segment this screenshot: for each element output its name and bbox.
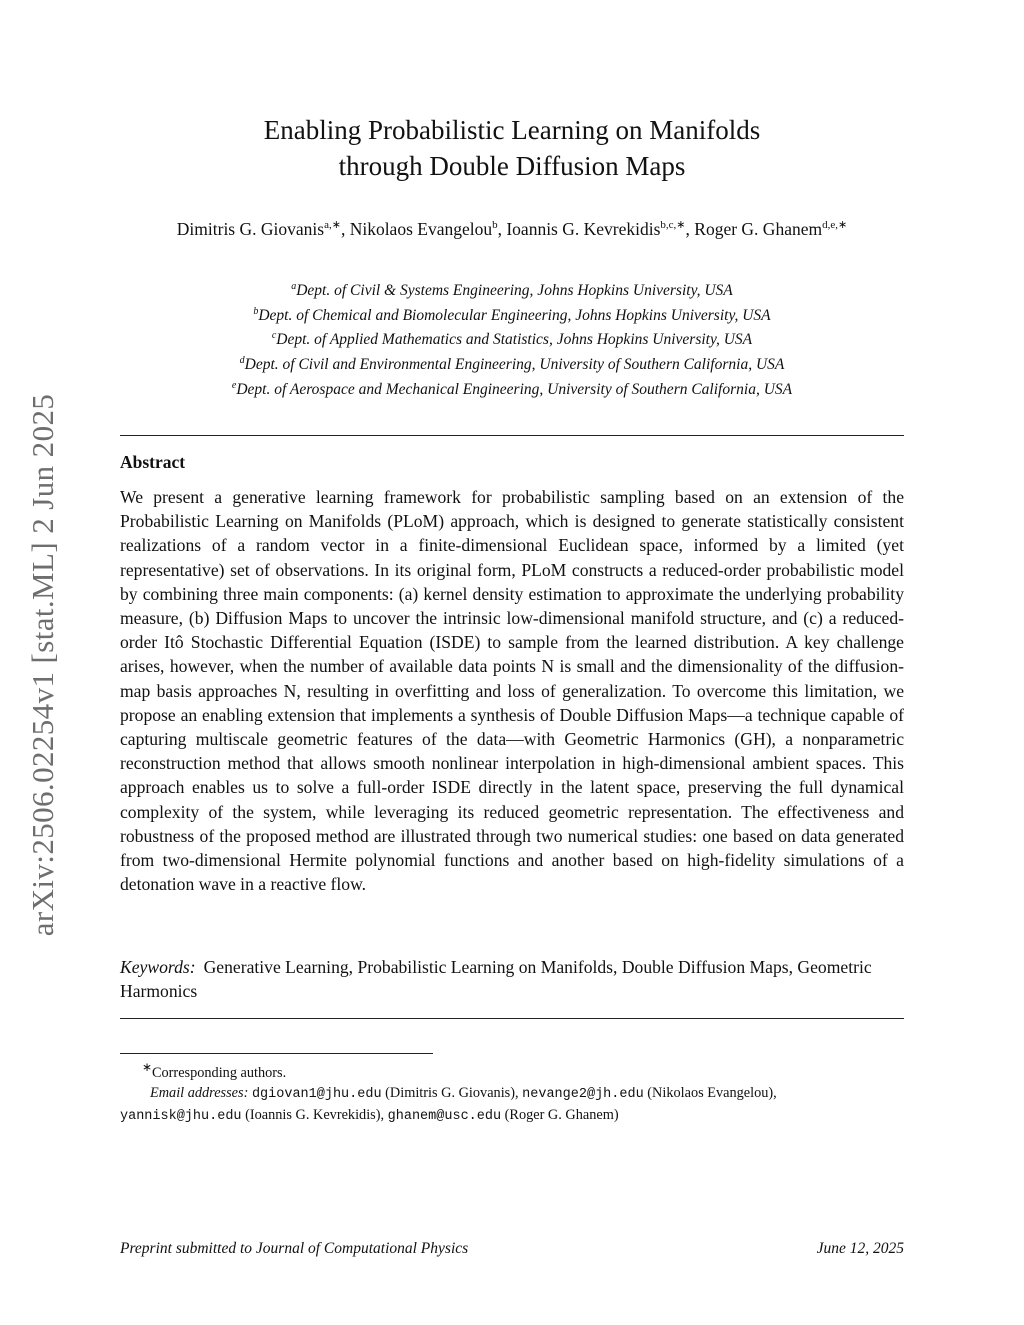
email-separator: , [515,1084,523,1101]
author [506,219,694,239]
arxiv-identifier-stamp[interactable]: arXiv:2506.02254v1 [stat.ML] 2 Jun 2025 [25,393,60,937]
author-affil-mark: b,c,∗ [660,219,686,231]
footnote-mark: ∗ [142,1060,152,1074]
affiliation-text: Dept. of Aerospace and Mechanical Engineering, University of Southern California, USA [236,380,793,398]
abstract-text: We present a generative learning framework for probabilistic sampling based on an extension of the Probabilistic Learning on Manifolds (PLoM) approach, which is designed to generate statistically consistent realizations of a random vector in a finite-dimensional Euclidean space, informed by a limited (yet representative) set of observations. In its original form, PLoM constructs a reduced-order probabilistic model by combining three main components: (a) kernel density estimation to approximate the underlying probability measure, (b) Diffusion Maps to uncover the intrinsic low-dimensional manifold structure, and (c) a reduced-order Itô Stochastic Differential Equation (ISDE) to sample from the learned distribution. A key challenge arises, however, when the number of available data points N is small and the dimensionality of the diffusion-map basis approaches N, resulting in overfitting and loss of generalization. To overcome this limitation, we propose an enabling extension that implements a synthesis of Double Diffusion Maps—a technique capable of capturing multiscale geometric features of the data—with Geometric Harmonics (GH), a nonparametric reconstruction method that allows smooth nonlinear interpolation in high-dimensional ambient spaces. This approach enables us to solve a full-order ISDE directly in the latent space, preserving the full dynamical complexity of the system, while leveraging its reduced geometric representation. The effectiveness and robustness of the proposed method are illustrated through two numerical studies: one based on data generated from two-dimensional Hermite polynomial functions and another based on high-fidelity simulations of a detonation wave in a reactive flow. [120,487,904,895]
keywords-text: Generative Learning, Probabilistic Learning on Manifolds, Double Diffusion Maps, Geometric Harmonics [120,957,872,1002]
affiliation [120,302,904,327]
affiliation-text: Dept. of Civil & Systems Engineering, Johns Hopkins University, USA [296,282,733,300]
author [694,219,847,239]
email-link[interactable]: dgiovan1@jhu.edu [251,1086,382,1102]
author [350,219,507,239]
keywords [120,955,904,1003]
affiliation [120,351,904,376]
affiliation-mark: e [231,379,237,391]
keywords-label: Keywords: [120,957,196,977]
affiliation [120,376,904,401]
email-link[interactable]: ghanem@usc.edu [387,1108,502,1124]
affiliation-list [120,277,904,400]
email-owner: (Dimitris G. Giovanis) [385,1084,515,1101]
author-affil-mark: b [492,219,498,231]
author-separator: , [497,218,507,239]
author-affil-mark: d,e,∗ [822,219,848,231]
affiliation-mark: d [239,354,245,366]
author [177,219,350,239]
footer-journal: Preprint submitted to Journal of Computational Physics [120,1240,469,1257]
affiliation-mark: b [253,305,259,317]
email-owner: (Roger G. Ghanem) [504,1106,619,1123]
author-separator: , [340,218,350,239]
affiliation-text: Dept. of Chemical and Biomolecular Engineering, Johns Hopkins University, USA [258,306,771,324]
affiliation [120,277,904,302]
footnotes [120,1057,904,1127]
author-name: Ioannis G. Kevrekidis [506,218,661,239]
author-name: Nikolaos Evangelou [349,218,493,239]
author-name: Roger G. Ghanem [694,218,823,239]
affiliation-mark: c [271,330,277,342]
corresponding-footnote [120,1057,904,1083]
email-separator: , [773,1084,777,1101]
email-footnote-continued [120,1105,904,1127]
title-line-2: through Double Diffusion Maps [338,151,686,181]
paper-title [120,112,904,184]
abstract-top-rule [120,435,904,436]
affiliation [120,326,904,351]
title-line-1: Enabling Probabilistic Learning on Manifolds [263,115,761,145]
affiliation-mark: a [291,281,297,292]
footnote-rule [120,1053,433,1054]
abstract-heading: Abstract [120,452,186,472]
corresponding-text: Corresponding authors. [151,1064,287,1081]
author-list [120,213,904,241]
footer-date: June 12, 2025 [816,1240,904,1257]
abstract-bottom-rule [120,1018,904,1019]
email-footnote [120,1083,904,1105]
email-link[interactable]: nevange2@jh.edu [522,1086,644,1102]
author-name: Dimitris G. Giovanis [176,218,325,239]
email-owner: (Ioannis G. Kevrekidis) [245,1106,381,1123]
author-affil-mark: a,∗ [324,219,341,231]
author-separator: , [685,218,695,239]
email-label: Email addresses: [150,1084,249,1101]
affiliation-text: Dept. of Civil and Environmental Engineering, University of Southern California, USA [244,356,785,374]
email-separator: , [380,1106,388,1123]
affiliation-text: Dept. of Applied Mathematics and Statistics, Johns Hopkins University, USA [276,331,753,349]
email-owner: (Nikolaos Evangelou) [647,1084,774,1101]
email-link[interactable]: yannisk@jhu.edu [120,1108,242,1124]
